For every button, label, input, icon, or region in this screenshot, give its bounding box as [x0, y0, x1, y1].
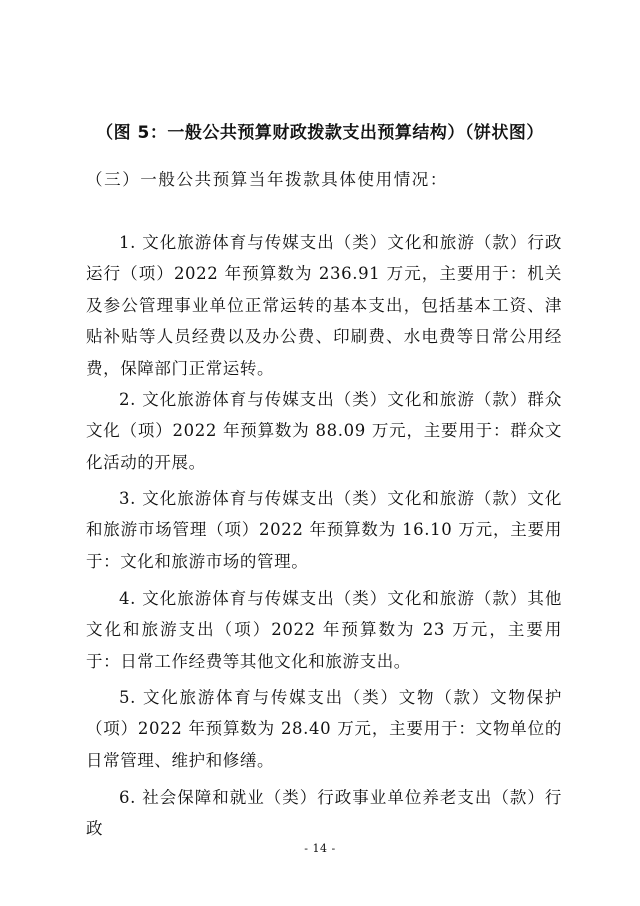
figure-caption: （图 5：一般公共预算财政拨款支出预算结构）（饼状图） — [96, 123, 544, 143]
paragraph-item-5: 5. 文化旅游体育与传媒支出（类）文物（款）文物保护（项）2022 年预算数为 28.40 万元，主要用于：文物单位的日常管理、维护和修缮。 — [86, 687, 562, 770]
paragraph-item-1: 1. 文化旅游体育与传媒支出（类）文化和旅游（款）行政运行（项）2022 年预算数为 236.91 万元，主要用于：机关及参公管理事业单位正常运转的基本支出，包括基本工资、津贴补贴等人员经费以及办公费、印刷费、水电费等日常公用经费，保障部门正常运转。 — [86, 232, 562, 378]
paragraph-item-4: 4. 文化旅游体育与传媒支出（类）文化和旅游（款）其他文化和旅游支出（项）2022 年预算数为 23 万元，主要用于：日常工作经费等其他文化和旅游支出。 — [86, 588, 562, 671]
section-heading: （三）一般公共预算当年拨款具体使用情况： — [86, 170, 448, 189]
paragraph-item-2: 2. 文化旅游体育与传媒支出（类）文化和旅游（款）群众文化（项）2022 年预算数为 88.09 万元，主要用于：群众文化活动的开展。 — [86, 389, 562, 472]
paragraph-item-6: 6. 社会保障和就业（类）行政事业单位养老支出（款）行政 — [86, 787, 562, 838]
page-number: - 14 - — [304, 842, 336, 855]
paragraph-item-3: 3. 文化旅游体育与传媒支出（类）文化和旅游（款）文化和旅游市场管理（项）2022 年预算数为 16.10 万元，主要用于：文化和旅游市场的管理。 — [86, 488, 562, 571]
